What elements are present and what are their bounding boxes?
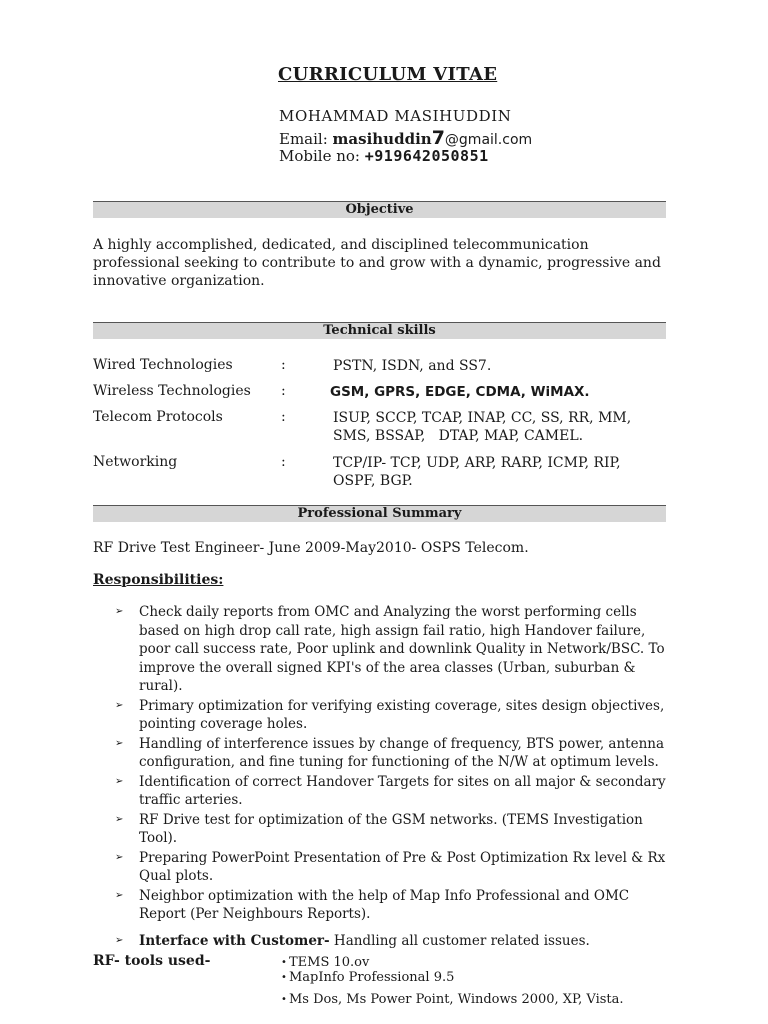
- email-seven: 7: [431, 127, 445, 149]
- tool-text: Ms Dos, Ms Power Point, Windows 2000, XP, Vista.: [289, 992, 624, 1007]
- skill-value-protocols: ISUP, SCCP, TCAP, INAP, CC, SS, RR, MM, SMS, BSSAP, DTAP, MAP, CAMEL.: [333, 410, 636, 444]
- list-item: [281, 970, 624, 985]
- list-item-text: RF Drive test for optimization of the GSM networks. (TEMS Investigation Tool).: [139, 811, 643, 846]
- list-item: [115, 735, 670, 772]
- arrow-bullet-icon: ➢: [115, 737, 124, 749]
- skill-value-networking: TCP/IP- TCP, UDP, ARP, RARP, ICMP, RIP, OSPF, BGP.: [333, 455, 621, 489]
- skill-colon: :: [281, 383, 286, 399]
- arrow-bullet-icon: ➢: [115, 699, 124, 711]
- arrow-bullet-icon: ➢: [115, 775, 124, 787]
- responsibilities-heading: Responsibilities:: [93, 572, 224, 588]
- list-item-text: Handling of interference issues by change of frequency, BTS power, antenna configuration, and fine tuning for functioning of the N/W at optimum levels.: [139, 735, 665, 770]
- section-technical-skills: Technical skills: [93, 322, 666, 339]
- list-item-text: Check daily reports from OMC and Analyzing the worst performing cells based on high drop call rate, high assign fail ratio, high Handover failure, poor call success rate, Poor uplink and downlink Quality in Network/BSC. To improve the overall signed KPI's of the area classes (Urban, suburban & rural).: [139, 604, 665, 694]
- arrow-bullet-icon: ➢: [115, 813, 124, 825]
- customer-lead: Interface with Customer-: [139, 932, 330, 949]
- list-item: [281, 992, 624, 1007]
- email-domain: @gmail.com: [444, 132, 533, 148]
- arrow-bullet-icon: ➢: [115, 851, 124, 863]
- list-item: [115, 603, 670, 696]
- tool-text: MapInfo Professional 9.5: [289, 970, 455, 985]
- skill-value-wired: PSTN, ISDN, and SS7.: [333, 358, 492, 374]
- list-item: [115, 697, 670, 734]
- email-line: [279, 127, 532, 149]
- tool-text: TEMS 10.ov: [289, 955, 370, 970]
- objective-text: A highly accomplished, dedicated, and disciplined telecommunication professional seeking to contribute to and grow with a dynamic, progressive and innovative organization.: [93, 237, 661, 289]
- document-title: CURRICULUM VITAE: [278, 64, 498, 85]
- list-item: [115, 773, 670, 810]
- mobile-line: [279, 147, 489, 165]
- list-item: [115, 849, 670, 886]
- bullet-dot-icon: •: [281, 972, 287, 983]
- skill-label-protocols: Telecom Protocols: [93, 409, 223, 425]
- list-item-text: Neighbor optimization with the help of Map Info Professional and OMC Report (Per Neighbours Reports).: [139, 887, 630, 922]
- list-item-text: Identification of correct Handover Targets for sites on all major & secondary traffic arteries.: [139, 773, 666, 808]
- list-item-customer: [115, 932, 670, 951]
- list-item: [115, 811, 670, 848]
- section-objective: Objective: [93, 201, 666, 218]
- list-item-text: Preparing PowerPoint Presentation of Pre & Post Optimization Rx level & Rx Qual plots.: [139, 849, 666, 884]
- summary-line: RF Drive Test Engineer- June 2009-May2010- OSPS Telecom.: [93, 540, 529, 556]
- mobile-number: +919642050851: [364, 147, 489, 165]
- bullet-dot-icon: •: [281, 994, 287, 1005]
- email-label: Email:: [279, 130, 333, 148]
- arrow-bullet-icon: ➢: [115, 934, 124, 946]
- skill-colon: :: [281, 357, 286, 373]
- arrow-bullet-icon: ➢: [115, 606, 124, 617]
- responsibilities-list: [115, 603, 670, 951]
- mobile-label: Mobile no:: [279, 147, 365, 165]
- tools-label: RF- tools used-: [93, 953, 211, 969]
- tools-list: [281, 955, 624, 1007]
- skill-value-wireless: GSM, GPRS, EDGE, CDMA, WiMAX.: [330, 384, 590, 400]
- candidate-name: MOHAMMAD MASIHUDDIN: [279, 107, 512, 125]
- email-user: masihuddin: [332, 130, 432, 148]
- skill-label-wired: Wired Technologies: [93, 357, 233, 373]
- skill-label-wireless: Wireless Technologies: [93, 383, 251, 399]
- skill-label-networking: Networking: [93, 454, 178, 470]
- customer-text: Handling all customer related issues.: [329, 932, 590, 949]
- skill-colon: :: [281, 409, 286, 425]
- skill-colon: :: [281, 454, 286, 470]
- list-item-text: Primary optimization for verifying existing coverage, sites design objectives, pointing coverage holes.: [139, 697, 665, 732]
- bullet-dot-icon: •: [281, 957, 287, 968]
- arrow-bullet-icon: ➢: [115, 889, 124, 901]
- section-professional-summary: Professional Summary: [93, 505, 666, 522]
- list-item: [115, 887, 670, 924]
- list-item: [281, 955, 624, 970]
